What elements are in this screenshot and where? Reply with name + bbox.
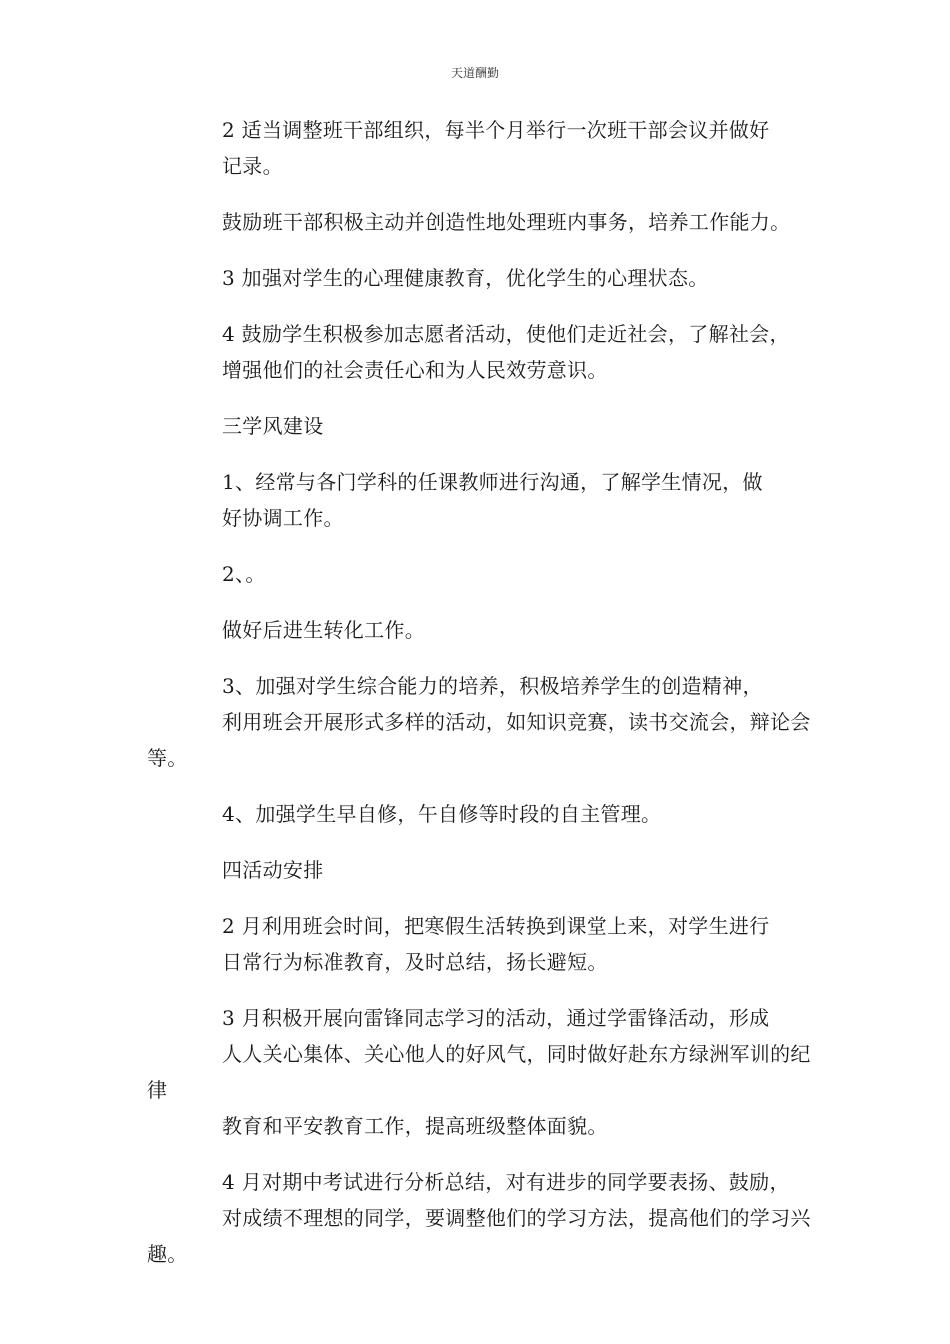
document-body [147, 112, 827, 1292]
paragraph-line: 四活动安排 [222, 858, 324, 882]
paragraph-2 [147, 204, 827, 240]
paragraph-10 [147, 796, 827, 832]
paragraph-line: 2 适当调整班干部组织，每半个月举行一次班干部会议并做好 [222, 118, 770, 142]
paragraph-8 [147, 612, 827, 648]
paragraph-line: 3 加强对学生的心理健康教育，优化学生的心理状态。 [222, 266, 709, 290]
paragraph-6 [147, 464, 827, 536]
paragraph-line: 好协调工作。 [222, 506, 344, 530]
paragraph-line: 4 月对期中考试进行分析总结，对有进步的同学要表扬、鼓励， [222, 1170, 790, 1194]
paragraph-line: 对成绩不理想的同学，要调整他们的学习方法，提高他们的学习兴趣。 [147, 1206, 811, 1266]
section-heading-study-style [147, 408, 827, 444]
paragraph-line: 教育和平安教育工作，提高班级整体面貌。 [222, 1114, 608, 1138]
paragraph-line: 鼓励班干部积极主动并创造性地处理班内事务，培养工作能力。 [222, 210, 791, 234]
paragraph-14 [147, 1164, 827, 1272]
paragraph-1 [147, 112, 827, 184]
paragraph-line: 3 月积极开展向雷锋同志学习的活动，通过学雷锋活动，形成 [222, 1006, 770, 1030]
paragraph-4 [147, 316, 827, 388]
paragraph-line: 3、加强对学生综合能力的培养，积极培养学生的创造精神， [222, 674, 763, 698]
paragraph-13 [147, 1000, 827, 1144]
paragraph-line: 人人关心集体、关心他人的好风气，同时做好赴东方绿洲军训的纪律 [147, 1042, 811, 1102]
paragraph-9 [147, 668, 827, 776]
paragraph-line: 利用班会开展形式多样的活动，如知识竞赛，读书交流会，辩论会等。 [147, 710, 811, 770]
paragraph-line: 做好后进生转化工作。 [222, 618, 425, 642]
paragraph-7 [147, 556, 827, 592]
paragraph-line: 日常行为标准教育，及时总结，扬长避短。 [222, 950, 608, 974]
section-heading-activities [147, 852, 827, 888]
paragraph-line: 2 月利用班会时间，把寒假生活转换到课堂上来，对学生进行 [222, 914, 770, 938]
paragraph-line: 4 鼓励学生积极参加志愿者活动，使他们走近社会，了解社会， [222, 322, 790, 346]
paragraph-line: 1、经常与各门学科的任课教师进行沟通，了解学生情况，做 [222, 470, 763, 494]
paragraph-3 [147, 260, 827, 296]
paragraph-line: 记录。 [222, 154, 283, 178]
paragraph-line: 三学风建设 [222, 414, 324, 438]
page-header: 天道酬勤 [450, 66, 499, 80]
paragraph-line: 增强他们的社会责任心和为人民效劳意识。 [222, 358, 608, 382]
paragraph-line: 2、。 [222, 562, 266, 586]
paragraph-12 [147, 908, 827, 980]
paragraph-line: 4、加强学生早自修，午自修等时段的自主管理。 [222, 802, 662, 826]
